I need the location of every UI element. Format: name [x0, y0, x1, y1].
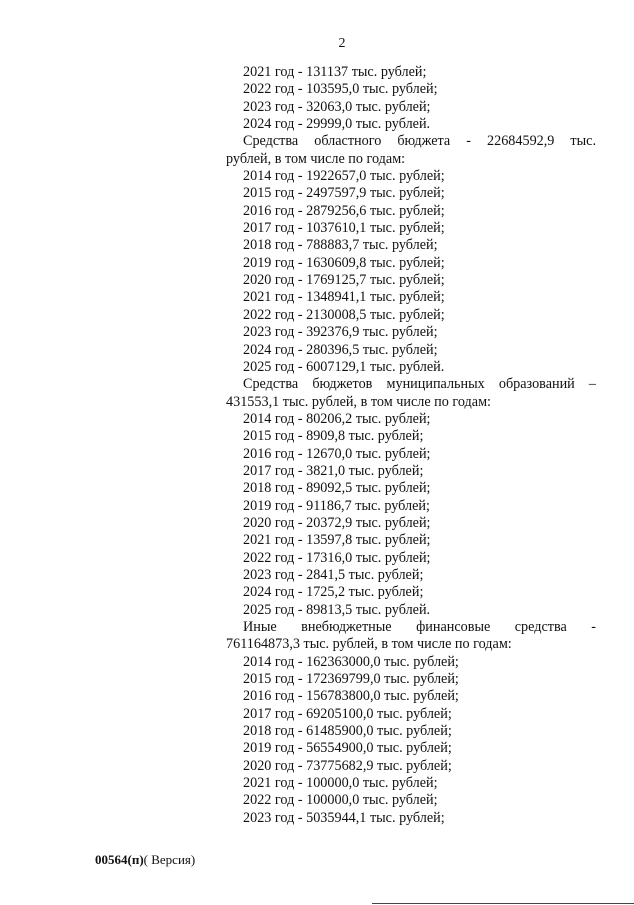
text-line: 2018 год - 61485900,0 тыс. рублей;: [243, 723, 452, 740]
text-line: 2024 год - 29999,0 тыс. рублей.: [243, 116, 431, 133]
text-line: 2019 год - 91186,7 тыс. рублей;: [243, 497, 430, 514]
text-line: 2022 год - 103595,0 тыс. рублей;: [243, 81, 438, 98]
document-code: 00564(п): [95, 852, 144, 867]
text-line: 2021 год - 13597,8 тыс. рублей;: [243, 532, 431, 549]
document-footer: [95, 852, 195, 867]
text-line: 2018 год - 89092,5 тыс. рублей;: [243, 480, 431, 497]
text-line: 2023 год - 392376,9 тыс. рублей;: [243, 324, 438, 341]
text-line: 2024 год - 1725,2 тыс. рублей;: [243, 584, 424, 601]
text-line: 2015 год - 2497597,9 тыс. рублей;: [243, 185, 445, 202]
text-line: 2017 год - 1037610,1 тыс. рублей;: [243, 220, 445, 237]
text-line: Средства областного бюджета - 22684592,9 тыс.: [243, 133, 596, 150]
text-line: 2021 год - 131137 тыс. рублей;: [243, 64, 427, 80]
text-line: 2015 год - 8909,8 тыс. рублей;: [243, 428, 424, 445]
text-line: 2016 год - 156783800,0 тыс. рублей;: [243, 688, 459, 705]
text-line: 761164873,3 тыс. рублей, в том числе по годам:: [226, 636, 512, 653]
document-version: ( Версия): [143, 852, 196, 867]
text-line: 2025 год - 6007129,1 тыс. рублей.: [243, 358, 445, 375]
text-line: 2025 год - 89813,5 тыс. рублей.: [243, 601, 431, 618]
text-line: 2017 год - 69205100,0 тыс. рублей;: [243, 705, 452, 722]
text-line: 2019 год - 1630609,8 тыс. рублей;: [243, 254, 445, 271]
text-line: 2016 год - 2879256,6 тыс. рублей;: [243, 202, 445, 219]
text-line: 2021 год - 1348941,1 тыс. рублей;: [243, 289, 445, 306]
text-line: 2021 год - 100000,0 тыс. рублей;: [243, 775, 438, 792]
bottom-divider: [372, 903, 634, 904]
text-line: 2023 год - 32063,0 тыс. рублей;: [243, 98, 431, 115]
text-line: 2022 год - 2130008,5 тыс. рублей;: [243, 306, 445, 323]
text-line: 2017 год - 3821,0 тыс. рублей;: [243, 462, 424, 479]
text-line: 2023 год - 5035944,1 тыс. рублей;: [243, 809, 445, 826]
text-line: 2019 год - 56554900,0 тыс. рублей;: [243, 740, 452, 757]
page-number: 2: [338, 36, 346, 51]
text-line: 2014 год - 80206,2 тыс. рублей;: [243, 410, 431, 427]
text-line: 2014 год - 162363000,0 тыс. рублей;: [243, 653, 459, 670]
text-line: 431553,1 тыс. рублей, в том числе по годам:: [226, 393, 491, 410]
text-line: 2020 год - 73775682,9 тыс. рублей;: [243, 757, 452, 774]
text-line: 2020 год - 20372,9 тыс. рублей;: [243, 514, 431, 531]
text-line: 2018 год - 788883,7 тыс. рублей;: [243, 237, 438, 254]
text-line: 2016 год - 12670,0 тыс. рублей;: [243, 445, 431, 462]
text-line: Иные внебюджетные финансовые средства -: [243, 619, 596, 635]
text-line: 2020 год - 1769125,7 тыс. рублей;: [243, 272, 445, 289]
text-line: 2015 год - 172369799,0 тыс. рублей;: [243, 671, 459, 688]
document-body: [226, 64, 596, 827]
text-line: 2014 год - 1922657,0 тыс. рублей;: [243, 168, 445, 185]
text-line: 2024 год - 280396,5 тыс. рублей;: [243, 341, 438, 358]
text-line: 2022 год - 17316,0 тыс. рублей;: [243, 549, 431, 566]
text-line: 2022 год - 100000,0 тыс. рублей;: [243, 792, 438, 809]
text-line: Средства бюджетов муниципальных образований –: [243, 376, 596, 393]
text-line: 2023 год - 2841,5 тыс. рублей;: [243, 566, 424, 583]
text-line: рублей, в том числе по годам:: [226, 150, 406, 167]
